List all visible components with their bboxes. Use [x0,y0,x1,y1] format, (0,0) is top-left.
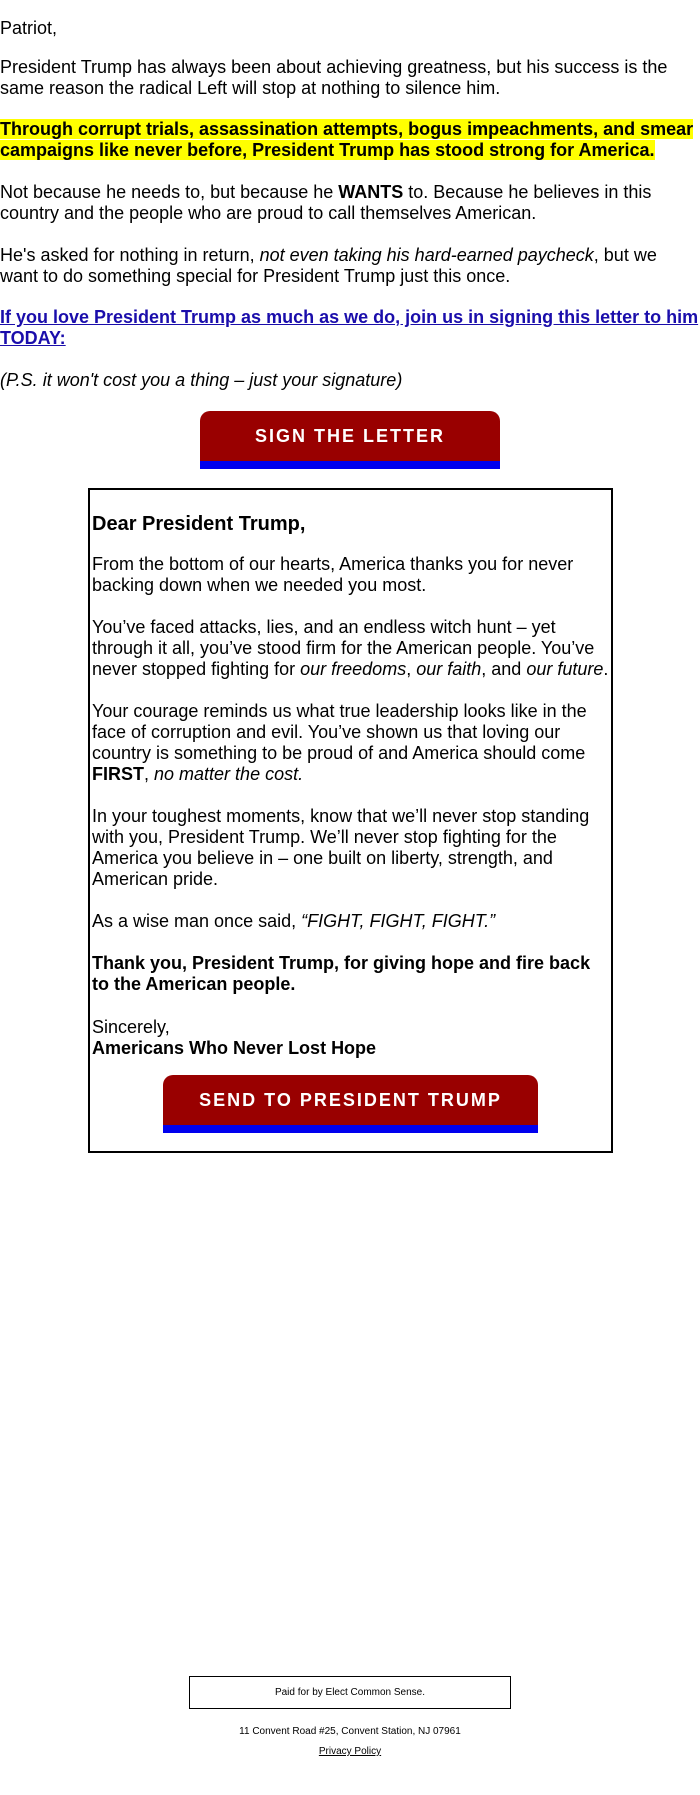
paid-for-disclaimer: Paid for by Elect Common Sense. [189,1676,511,1709]
letter-p3-cost: no matter the cost. [154,764,304,784]
letter-paragraph-5 [92,911,612,932]
letter-p2-future: our future [526,659,604,679]
wants-paragraph [0,182,690,224]
letter-p5-text: As a wise man once said, [92,911,302,931]
send-to-president-button[interactable]: SEND TO PRESIDENT TRUMP [163,1075,538,1133]
sign-the-letter-button[interactable]: SIGN THE LETTER [200,411,500,469]
letter-salutation: Dear President Trump, [92,513,306,535]
letter-signature: Americans Who Never Lost Hope [92,1038,377,1058]
letter-p2-end: . [603,659,609,679]
privacy-policy-link[interactable]: Privacy Policy [318,1746,382,1757]
letter-p2-sep2: , and [481,659,527,679]
greeting: Patriot, [0,18,58,38]
letter-paragraph-2 [92,617,612,680]
letter-p2-freedoms: our freedoms [300,659,407,679]
ps-note: (P.S. it won't cost you a thing – just your signature) [0,370,403,390]
letter-p2-sep1: , [406,659,417,679]
paycheck-text-end: , but we want to do something special for President Trump just this once. [0,245,657,286]
letter-paragraph-4: In your toughest moments, know that we’ll never stop standing with you, President Trump. We’ll never stop fighting for the America you believe in – one built on liberty, strength, and American pride. [92,806,590,889]
letter-p3-first: FIRST [92,764,144,784]
paycheck-text-start: He's asked for nothing in return, [0,245,260,265]
letter-p5-quote: “FIGHT, FIGHT, FIGHT.” [301,911,496,931]
intro-paragraph: President Trump has always been about achieving greatness, but his success is the same reason the radical Left will stop at nothing to silence him. [0,57,668,98]
letter-paragraph-3 [92,701,612,785]
highlighted-paragraph [0,119,700,161]
wants-text-end: to. Because he believes in this country and the people who are proud to call themselves American. [0,182,652,223]
paycheck-paragraph [0,245,695,287]
letter-p2-faith: our faith [416,659,482,679]
wants-emphasis: WANTS [338,182,404,202]
highlighted-text: Through corrupt trials, assassination attempts, bogus impeachments, and smear campaigns like never before, President Trump has stood strong for America. [0,119,694,160]
wants-text-start: Not because he needs to, but because he [0,182,339,202]
letter-box [88,488,613,1153]
letter-p3-text: Your courage reminds us what true leadership looks like in the face of corruption and evil. You’ve shown us that loving our country is something to be proud of and America should come [92,701,587,763]
footer-privacy [0,1746,700,1757]
paycheck-italic: not even taking his hard-earned paycheck [259,245,594,265]
letter-sincerely: Sincerely, [92,1017,170,1037]
sign-letter-link[interactable]: If you love President Trump as much as we do, join us in signing this letter to him TODAY: [0,307,699,348]
letter-closing [92,1017,612,1059]
letter-paragraph-1: From the bottom of our hearts, America thanks you for never backing down when we needed you most. [92,554,574,595]
letter-p3-sep: , [144,764,155,784]
footer-address: 11 Convent Road #25, Convent Station, NJ 07961 [239,1726,461,1737]
letter-paragraph-6: Thank you, President Trump, for giving hope and fire back to the American people. [92,953,591,994]
letter-p2-text: You’ve faced attacks, lies, and an endless witch hunt – yet through it all, you’ve stood firm for the American people. You’ve never stopped fighting for [92,617,595,679]
